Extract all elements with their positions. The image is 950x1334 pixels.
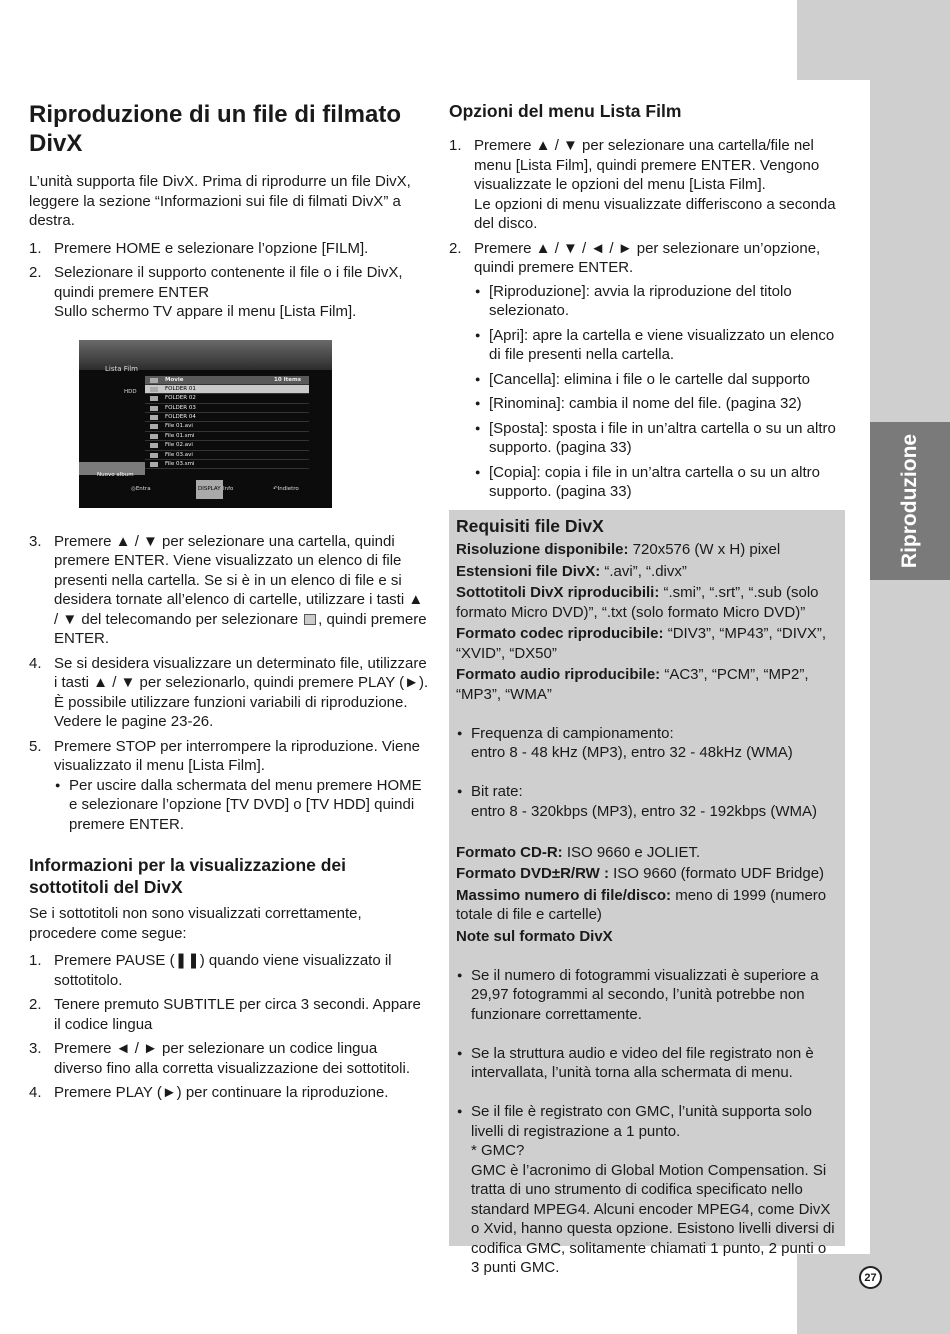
bullet-item: ● Bit rate: entro 8 - 320kbps (MP3), entro 32 - 192kbps (WMA) — [456, 782, 838, 821]
list-item: 2. Selezionare il supporto contenente il file o i file DivX, quindi premere ENTER Sullo schermo TV appare il menu [Lista Film]. — [29, 264, 403, 320]
screen-list-row: FOLDER 03 — [145, 404, 309, 413]
bullet-item: ● [Rinomina]: cambia il nome del file. (pagina 32) — [474, 394, 845, 414]
list-item: 5. Premere STOP per interrompere la riproduzione. Viene visualizzato il menu [Lista Film]. ● Per uscire dalla schermata del menu premere HOME e selezionare l’opzione [TV DVD] o [TV HDD] quindi premere ENTER. — [29, 737, 429, 835]
requirement-item: Massimo numero di file/disco: meno di 1999 (numero totale di file e cartelle) — [456, 886, 827, 923]
folder-icon — [150, 378, 158, 383]
list-item: 1. Premere HOME e selezionare l’opzione [FILM]. — [29, 239, 369, 257]
bullet-item: ● Se la struttura audio e video del file registrato non è intervallata, l’unità torna alla schermata di menu. — [456, 1044, 838, 1083]
bullet-item: ● Se il numero di fotogrammi visualizzati è superiore a 29,97 fotogrammi al secondo, l’unità potrebbe non funzionare correttamente. — [456, 966, 838, 1025]
steps-list-a — [29, 239, 429, 322]
step5-bullets — [54, 776, 429, 835]
requirement-item: Risoluzione disponibile: 720x576 (W x H) pixel — [456, 541, 781, 558]
file-icon — [150, 434, 158, 439]
bullet-item: ● Se il file è registrato con GMC, l’unità supporta solo livelli di registrazione a 1 punto. * GMC? GMC è l’acronimo di Global Motion Compensation. Si tratta di uno strumento di codifica specificato nello standard MPEG4. Alcuni encoder MPEG4, come DivX o Xvid, hanno questa opzione. Esistono livelli diversi di codifica GMC, solitamente chiamati 1 punto, 2 punti o 3 punti GMC. — [456, 1102, 838, 1278]
left-column — [29, 100, 429, 1108]
screen-list-header: Movie 10 Items — [145, 376, 309, 385]
list-item: 3. Premere ▲ / ▼ per selezionare una cartella, quindi premere ENTER. Viene visualizzato un elenco di file presenti nella cartella. Se si è in un elenco di file e si desidera tornate all’elenco di cartelle, utilizzare i tasti ▲ / ▼ del telecomando per selezionare , quindi premere ENTER. — [29, 532, 427, 647]
screen-list-row: FOLDER 04 — [145, 413, 309, 422]
folder-icon — [150, 387, 158, 392]
bullet-item: ● [Sposta]: sposta i file in un’altra cartella o su un altro supporto. (pagina 33) — [474, 419, 845, 458]
folder-up-icon — [304, 614, 316, 625]
side-band-top — [797, 0, 950, 80]
page-title: Riproduzione di un file di filmato DivX — [29, 101, 401, 157]
requirement-item: Estensioni file DivX: “.avi”, “.divx” — [456, 562, 687, 580]
subtitles-heading: Informazioni per la visualizzazione dei sottotitoli del DivX — [29, 855, 347, 897]
file-icon — [150, 462, 158, 467]
section-tab: Riproduzione — [870, 422, 950, 580]
subtitles-intro: Se i sottotitoli non sono visualizzati correttamente, procedere come segue: — [29, 905, 362, 942]
bullet-item: ● [Riproduzione]: avvia la riproduzione del titolo selezionato. — [474, 282, 845, 321]
folder-icon — [150, 396, 158, 401]
screen-device: HDD — [124, 388, 137, 395]
bullet-item: ● [Cancella]: elimina i file o le cartelle dal supporto — [474, 370, 845, 390]
screen-list-row: FOLDER 02 — [145, 394, 309, 403]
steps-list-b — [29, 532, 429, 835]
folder-icon — [150, 415, 158, 420]
lista-film-screenshot — [79, 340, 332, 508]
list-item: 1. Premere PAUSE (❚❚) quando viene visualizzato il sottotitolo. — [29, 952, 392, 989]
requirements-heading: Requisiti file DivX — [456, 516, 604, 536]
screen-list-row: File 03.avi — [145, 451, 309, 460]
screen-new-album: Nuovo album — [79, 462, 145, 475]
screen-info-label: Info — [223, 485, 234, 492]
requirement-item: Formato codec riproducibile: “DIV3”, “MP43”, “DIVX”, “XVID”, “DX50” — [456, 625, 827, 662]
screen-back-label: ↶ Indietro — [273, 485, 299, 492]
side-band — [870, 80, 950, 1254]
options-steps — [449, 136, 845, 502]
requirement-item: Sottotitoli DivX riproducibili: “.smi”, “.srt”, “.sub (solo formato Micro DVD)”, “.txt (solo formato Micro DVD)” — [456, 584, 819, 621]
file-icon — [150, 443, 158, 448]
screen-display-key: DISPLAY — [196, 480, 223, 500]
divx-requirements-box — [449, 510, 845, 1276]
file-icon — [150, 453, 158, 458]
list-item: 4. Se si desidera visualizzare un determinato file, utilizzare i tasti ▲ / ▼ per selezionarlo, quindi premere PLAY (►). È possibile utilizzare funzioni variabili di riproduzione. Vedere le pagine 23-26. — [29, 654, 429, 730]
list-item: 3. Premere ◄ / ► per selezionare un codice lingua diverso fino alla corretta visualizzazione dei sottotitoli. — [29, 1040, 411, 1077]
list-item: 1. Premere ▲ / ▼ per selezionare una cartella/file nel menu [Lista Film], quindi premere ENTER. Vengono visualizzate le opzioni del menu [Lista Film]. Le opzioni di menu visualizzate differiscono a seconda del disco. — [449, 137, 836, 232]
requirement-item: Formato DVD±R/RW : ISO 9660 (formato UDF Bridge) — [456, 865, 825, 882]
screen-list-row: FOLDER 01 — [145, 385, 309, 394]
subtitles-steps — [29, 951, 429, 1103]
bullet-item: ● [Apri]: apre la cartella e viene visualizzato un elenco di file presenti nella cartella. — [474, 326, 845, 365]
list-item: 2. Tenere premuto SUBTITLE per circa 3 secondi. Appare il codice lingua — [29, 996, 421, 1033]
file-icon — [150, 424, 158, 429]
options-heading: Opzioni del menu Lista Film — [449, 101, 682, 121]
screen-list-row: File 03.smi — [145, 460, 309, 469]
bullet-item: ● [Copia]: copia i file in un’altra cartella o su un altro supporto. (pagina 33) — [474, 463, 845, 502]
requirement-item: Formato CD-R: ISO 9660 e JOLIET. — [456, 843, 701, 861]
screen-list-row: File 01.avi — [145, 422, 309, 431]
screen-file-list — [145, 376, 309, 470]
screen-list-row: File 02.avi — [145, 441, 309, 450]
requirement-item: Formato audio riproducibile: “AC3”, “PCM”, “MP2”, “MP3”, “WMA” — [456, 666, 809, 703]
screen-enter-label: ◎ Entra — [131, 485, 151, 492]
bullet-item: ● Frequenza di campionamento: entro 8 - 48 kHz (MP3), entro 32 - 48kHz (WMA) — [456, 724, 838, 763]
list-item: 4. Premere PLAY (►) per continuare la riproduzione. — [29, 1084, 389, 1101]
intro-text: L’unità supporta file DivX. Prima di riprodurre un file DivX, leggere la sezione “Informazioni sui file di filmati DivX” a destra. — [29, 173, 411, 229]
notes-heading: Note sul formato DivX — [456, 927, 613, 945]
screen-title: Lista Film — [79, 340, 332, 370]
list-item: 2. Premere ▲ / ▼ / ◄ / ► per selezionare un’opzione, quindi premere ENTER. ● [Riproduzione]: avvia la riproduzione del titolo selezionato. ● [Apri]: apre la cartella e viene visualizzato un elenco di file presenti nella cartella. ● [Cancella]: elimina i file o le cartelle dal supporto ● [Rinomina]: cambia il nome del file. (pagina 32) ● [Sposta]: sposta i file in un’altra cartella o su un altro supporto. (pagina 33) ● [Copia]: copia i file in un’altra cartella o su un altro supporto. (pagina 33) — [449, 239, 845, 502]
audio-bullets — [456, 704, 838, 841]
notes-bullets — [456, 946, 838, 1297]
screen-list-row: File 01.smi — [145, 432, 309, 441]
bullet-item: ● Per uscire dalla schermata del menu premere HOME e selezionare l’opzione [TV DVD] o [TV HDD] quindi premere ENTER. — [54, 776, 429, 835]
page-number: 27 — [859, 1266, 882, 1289]
folder-icon — [150, 406, 158, 411]
right-column — [449, 100, 845, 507]
options-bullets — [474, 282, 845, 502]
